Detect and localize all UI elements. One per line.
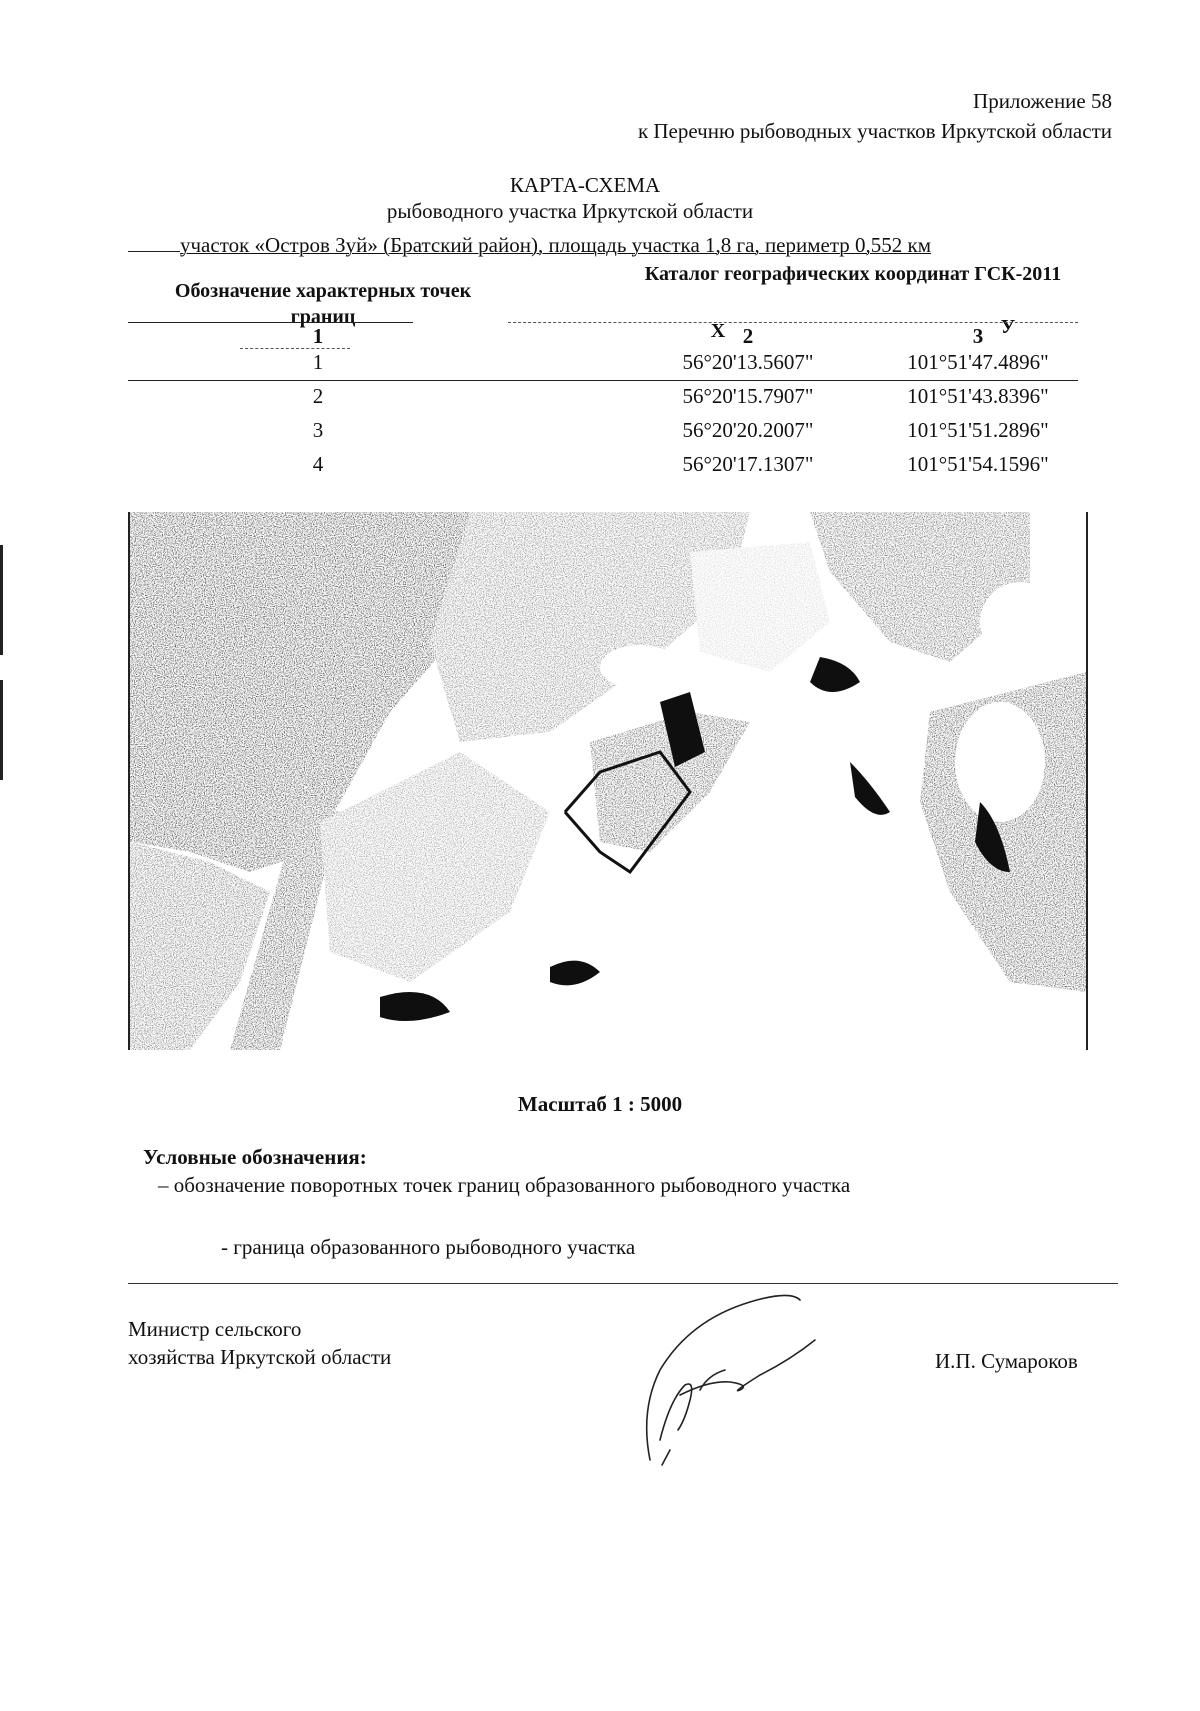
legend-title: Условные обозначения: <box>143 1145 367 1169</box>
coord-x: 56°20'13.5607" <box>682 350 814 374</box>
header-points: Обозначение характерных точек границ <box>174 280 472 328</box>
position-line-1: Министр сельского <box>128 1317 302 1341</box>
point-number: 3 <box>312 418 324 442</box>
column-number: 3 <box>972 324 984 348</box>
signatory-name: И.П. Сумароков <box>935 1349 1078 1373</box>
document-title <box>0 172 1200 224</box>
point-number: 2 <box>312 384 324 408</box>
table-row <box>128 350 1086 384</box>
satellite-map <box>128 512 1088 1050</box>
table-row <box>128 452 1086 486</box>
plot-description <box>128 232 1048 258</box>
footer-rule <box>128 1283 1118 1284</box>
title-line-1: КАРТА-СХЕМА <box>509 173 661 197</box>
column-number: 1 <box>312 324 324 348</box>
title-line-2: рыбоводного участка Иркутской области <box>386 199 754 223</box>
legend-item-points: – обозначение поворотных точек границ образованного рыбоводного участка <box>158 1173 851 1197</box>
coord-y: 101°51'43.8396" <box>907 384 1049 408</box>
coord-y: 101°51'54.1596" <box>907 452 1049 476</box>
point-number: 1 <box>312 350 324 374</box>
position-line-2: хозяйства Иркутской области <box>128 1345 392 1369</box>
handwritten-signature <box>640 1290 830 1470</box>
table-row <box>128 418 1086 452</box>
coord-x: 56°20'15.7907" <box>682 384 814 408</box>
table-rule <box>240 348 350 349</box>
margin-mark <box>0 545 3 655</box>
coord-x: 56°20'20.2007" <box>682 418 814 442</box>
table-row <box>128 384 1086 418</box>
column-number: 2 <box>742 324 754 348</box>
map-scale: Масштаб 1 : 5000 <box>517 1092 683 1116</box>
header-x: Х <box>710 320 726 342</box>
appendix-header <box>638 86 1112 146</box>
table-rule <box>128 380 1078 381</box>
margin-mark <box>0 680 3 780</box>
table-rule <box>508 322 1078 323</box>
table-rule <box>128 322 413 323</box>
signatory-position <box>128 1315 391 1371</box>
coord-y: 101°51'51.2896" <box>907 418 1049 442</box>
coord-x: 56°20'17.1307" <box>682 452 814 476</box>
map-image <box>130 512 1086 1050</box>
title-line-3: участок «Остров Зуй» (Братский район), площадь участка 1,8 га, периметр 0,552 км <box>180 233 932 257</box>
header-y: У <box>1000 316 1016 338</box>
coord-y: 101°51'47.4896" <box>907 350 1049 374</box>
legend-item-boundary: - граница образованного рыбоводного участка <box>221 1235 636 1259</box>
point-number: 4 <box>312 452 324 476</box>
header-catalog: Каталог географических координат ГСК-2011 <box>644 263 1062 285</box>
appendix-line-2: к Перечню рыбоводных участков Иркутской области <box>637 119 1112 143</box>
underline-lead <box>128 232 180 252</box>
appendix-line-1: Приложение 58 <box>973 89 1112 113</box>
